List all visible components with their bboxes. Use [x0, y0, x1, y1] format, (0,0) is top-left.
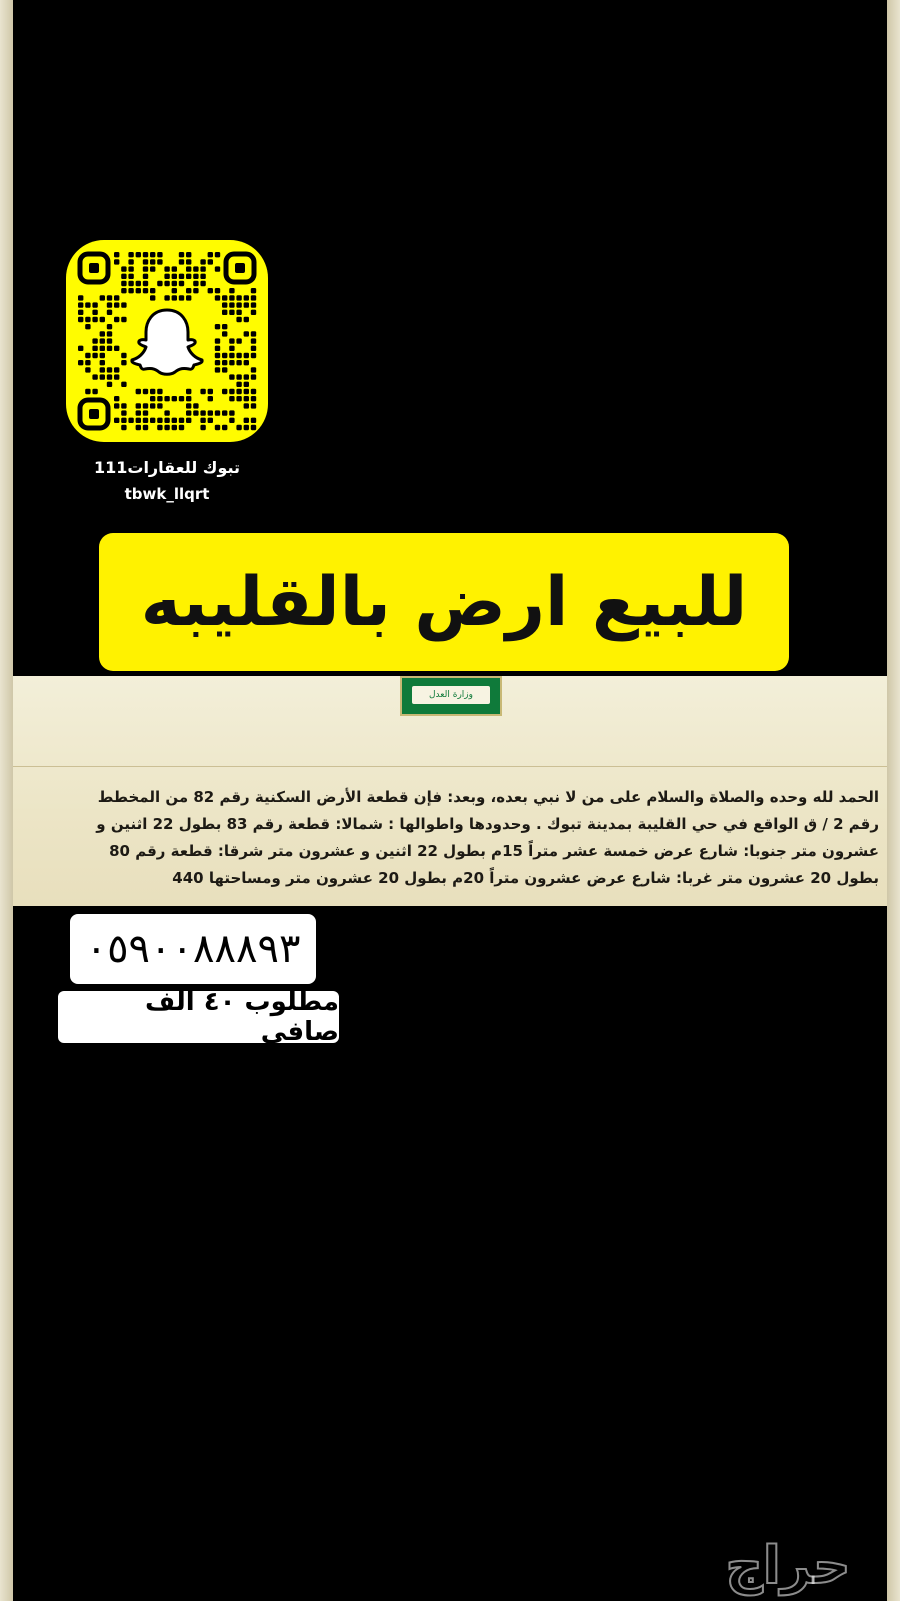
snapcode-dot — [157, 403, 162, 408]
snapcode-dot — [150, 295, 155, 300]
snapcode-dot — [208, 396, 213, 401]
snapcode-dot — [222, 295, 227, 300]
snapcode-dot — [200, 425, 205, 430]
snapcode-dot — [222, 353, 227, 358]
snapcode-dot — [100, 367, 105, 372]
snapcode-dot — [92, 310, 97, 315]
snapcode-dot — [222, 360, 227, 365]
snapcode-dot — [208, 410, 213, 415]
snapcode-dot — [251, 310, 256, 315]
snapcode-dot — [193, 403, 198, 408]
snapcode-dot — [208, 389, 213, 394]
snapcode-dot — [172, 425, 177, 430]
snapcode-dot — [179, 274, 184, 279]
snapcode-dot — [193, 281, 198, 286]
snapcode-dot — [78, 310, 83, 315]
snapcode-dot — [244, 396, 249, 401]
snapcode-dot — [244, 331, 249, 336]
snapcode-dot — [193, 288, 198, 293]
snapcode-dot — [222, 310, 227, 315]
finder-marker-top-right — [226, 254, 254, 282]
snapcode-dot — [251, 353, 256, 358]
snapcode-dot — [136, 252, 141, 257]
snapcode-dot — [251, 374, 256, 379]
snapcode-dot — [92, 338, 97, 343]
ministry-emblem — [400, 676, 502, 716]
snapcode-dot — [143, 425, 148, 430]
snapcode-dot — [236, 338, 241, 343]
snapcode-dot — [172, 281, 177, 286]
snapcode-dot — [251, 403, 256, 408]
snapcode-dot — [114, 317, 119, 322]
snapcode-dot — [114, 403, 119, 408]
snapcode-dot — [186, 295, 191, 300]
snapcode-dot — [244, 353, 249, 358]
snapcode-dot — [236, 389, 241, 394]
snapcode-dot — [244, 403, 249, 408]
snapcode-dot — [186, 288, 191, 293]
snapcode-dot — [179, 295, 184, 300]
snapcode-dot — [200, 418, 205, 423]
snapcode-dot — [200, 259, 205, 264]
snapcode-dot — [78, 317, 83, 322]
snapcode-dot — [186, 266, 191, 271]
snapcode-dot — [100, 346, 105, 351]
snapcode-dot — [186, 410, 191, 415]
snapcode-dot — [208, 288, 213, 293]
snapcode-dot — [107, 338, 112, 343]
snapcode-dot — [100, 338, 105, 343]
snapcode-dot — [107, 331, 112, 336]
snapcode-dot — [164, 410, 169, 415]
snapcode-pattern — [66, 240, 268, 442]
snapcode-dot — [222, 389, 227, 394]
snapcode-dot — [251, 396, 256, 401]
snapcode-dot — [100, 295, 105, 300]
snapcode-dot — [172, 295, 177, 300]
snapcode-dot — [215, 360, 220, 365]
snapcode-dot — [222, 410, 227, 415]
snapcode-dot — [229, 310, 234, 315]
watermark-text: حراج — [725, 1536, 851, 1596]
snapcode-dot — [107, 367, 112, 372]
snapcode-dot — [136, 425, 141, 430]
snapcode-dot — [136, 288, 141, 293]
snapcode-dot — [78, 302, 83, 307]
snapcode-dot — [229, 302, 234, 307]
snapcode-dot — [157, 252, 162, 257]
snapcode-dot — [121, 281, 126, 286]
snapcode-dot — [200, 266, 205, 271]
snapcode-dot — [107, 302, 112, 307]
snapcode-dot — [215, 288, 220, 293]
snapcode-dot — [186, 259, 191, 264]
snapcode-dot — [114, 418, 119, 423]
snapcode-dot — [222, 425, 227, 430]
snapcode-dot — [121, 403, 126, 408]
snapcode-dot — [136, 418, 141, 423]
snapcode-dot — [157, 425, 162, 430]
snapcode-dot — [186, 396, 191, 401]
snapcode-dot — [236, 302, 241, 307]
snapcode-dot — [128, 418, 133, 423]
snapcode-dot — [251, 346, 256, 351]
snapcode-dot — [215, 346, 220, 351]
snapcode-dot — [143, 266, 148, 271]
snapcode-dot — [157, 259, 162, 264]
snapcode-dot — [107, 382, 112, 387]
snapcode-dot — [164, 281, 169, 286]
snapcode-dot — [114, 259, 119, 264]
snap-display-name: تبوك للعقارات111 — [93, 458, 241, 477]
snapcode-dot — [85, 302, 90, 307]
snapcode-dot — [229, 374, 234, 379]
snapcode-dot — [150, 288, 155, 293]
snapcode-dot — [229, 389, 234, 394]
snapcode-dot — [143, 410, 148, 415]
snapcode-dot — [215, 425, 220, 430]
snapcode-dot — [143, 389, 148, 394]
snapcode-dot — [128, 288, 133, 293]
snapcode-dot — [100, 331, 105, 336]
snapcode-dot — [114, 367, 119, 372]
snapcode-dot — [136, 389, 141, 394]
snapcode-dot — [157, 396, 162, 401]
snapcode-dot — [150, 389, 155, 394]
finder-marker-top-left — [80, 254, 108, 282]
snapcode-dot — [215, 252, 220, 257]
snapcode-dot — [215, 410, 220, 415]
snapcode-dot — [136, 410, 141, 415]
snapcode-dot — [85, 367, 90, 372]
snapcode-dot — [121, 317, 126, 322]
snapcode-dot — [208, 252, 213, 257]
snapcode-dot — [251, 295, 256, 300]
snapcode-dot — [229, 353, 234, 358]
snapcode-dot — [150, 266, 155, 271]
snapcode-dot — [100, 317, 105, 322]
snapcode-dot — [114, 396, 119, 401]
snapcode-dot — [244, 418, 249, 423]
snapcode-dot — [143, 274, 148, 279]
snapcode-dot — [208, 418, 213, 423]
snapcode-dot — [92, 389, 97, 394]
snapcode-dot — [229, 410, 234, 415]
snapcode-dot — [121, 302, 126, 307]
snapcode-dot — [143, 288, 148, 293]
snapcode-dot — [236, 295, 241, 300]
phone-number-box[interactable] — [70, 914, 316, 984]
snapcode-dot — [251, 331, 256, 336]
snapcode-dot — [186, 389, 191, 394]
snapcode-dot — [179, 281, 184, 286]
snapcode-dot — [128, 274, 133, 279]
snapcode-dot — [244, 360, 249, 365]
snapcode-dot — [121, 410, 126, 415]
right-edge-strip — [887, 0, 900, 1601]
snapcode-dot — [193, 410, 198, 415]
snapcode-dot — [85, 324, 90, 329]
snapcode-dot — [100, 374, 105, 379]
snapcode-dot — [200, 389, 205, 394]
emblem-text: وزارة العدل — [429, 690, 473, 700]
snapcode-dot — [136, 281, 141, 286]
snapcode-dot — [114, 302, 119, 307]
deed-line: رقم 2 / ق الواقع في حي القليبة بمدينة تبوك . وحدودها واطوالها : شمالا: قطعة رقم 83 بطول 22 اثنين و — [96, 815, 879, 833]
snapcode-dot — [92, 346, 97, 351]
snapcode-dot — [114, 295, 119, 300]
snapcode-dot — [179, 418, 184, 423]
snapcode-dot — [136, 403, 141, 408]
snapcode-dot — [143, 418, 148, 423]
snapcode-dot — [215, 353, 220, 358]
snapcode-dot — [128, 259, 133, 264]
snapcode-dot — [164, 266, 169, 271]
snapcode-dot — [229, 396, 234, 401]
snapcode-dot — [236, 425, 241, 430]
snapcode-dot — [78, 360, 83, 365]
snapcode-dot — [251, 418, 256, 423]
snapcode-dot — [222, 302, 227, 307]
snapcode-dot — [164, 295, 169, 300]
deed-divider — [13, 766, 887, 767]
snapcode-dot — [100, 360, 105, 365]
snapcode-dot — [236, 310, 241, 315]
snapcode-dot — [186, 418, 191, 423]
snapcode-dot — [215, 367, 220, 372]
snapcode-dot — [186, 274, 191, 279]
snapcode-dot — [251, 338, 256, 343]
snapcode-dot — [179, 396, 184, 401]
snapcode-dot — [179, 259, 184, 264]
snapcode-dot — [150, 252, 155, 257]
haraj-watermark — [688, 1536, 888, 1596]
snapcode-dot — [85, 360, 90, 365]
snapcode-dot — [236, 396, 241, 401]
snapcode-dot — [244, 374, 249, 379]
snapcode-dot — [251, 302, 256, 307]
snapcode-dot — [244, 389, 249, 394]
snapcode-dot — [208, 259, 213, 264]
phone-number: ٠٥٩٠٠٨٨٨٩٣ — [85, 926, 301, 972]
deed-line: الحمد لله وحده والصلاة والسلام على من لا نبي بعده، وبعد: فإن قطعة الأرض السكنية رقم 82 من المخطط — [97, 788, 879, 806]
snapcode-dot — [121, 360, 126, 365]
snapcode-dot — [172, 396, 177, 401]
snapcode-dot — [121, 382, 126, 387]
snapcode-dot — [200, 281, 205, 286]
snapcode-dot — [143, 252, 148, 257]
snapcode-dot — [164, 425, 169, 430]
snapcode-dot — [164, 396, 169, 401]
snapcode-dot — [251, 367, 256, 372]
snapcode-dot — [143, 281, 148, 286]
snapcode-dot — [164, 418, 169, 423]
price-box — [58, 987, 339, 1047]
snapcode-dot — [100, 353, 105, 358]
snapcode-dot — [114, 252, 119, 257]
snapcode-dot — [121, 418, 126, 423]
snapcode-dot — [244, 295, 249, 300]
snapcode-dot — [85, 353, 90, 358]
snapcode-dot — [157, 281, 162, 286]
snapcode-dot — [78, 346, 83, 351]
snapcode[interactable] — [66, 240, 268, 442]
snapcode-dot — [172, 418, 177, 423]
snapcode-dot — [85, 317, 90, 322]
snapcode-dot — [107, 374, 112, 379]
snapcode-dot — [172, 274, 177, 279]
snapcode-dot — [193, 274, 198, 279]
snapcode-dot — [121, 353, 126, 358]
snapcode-dot — [121, 274, 126, 279]
snapcode-dot — [121, 425, 126, 430]
snapcode-dot — [157, 389, 162, 394]
snapcode-dot — [222, 331, 227, 336]
snapcode-dot — [172, 266, 177, 271]
snapcode-dot — [128, 281, 133, 286]
snapcode-dot — [251, 425, 256, 430]
snapcode-dot — [229, 418, 234, 423]
snapcode-dot — [251, 389, 256, 394]
headline-banner — [99, 533, 789, 671]
snapcode-dot — [236, 317, 241, 322]
snapcode-dot — [164, 274, 169, 279]
snapcode-dot — [244, 302, 249, 307]
snapcode-dot — [222, 367, 227, 372]
deed-text — [21, 784, 879, 892]
snapcode-dot — [236, 360, 241, 365]
snapcode-dot — [150, 396, 155, 401]
left-edge-strip — [0, 0, 13, 1601]
snapcode-dot — [121, 288, 126, 293]
snapcode-dot — [150, 259, 155, 264]
snapcode-dot — [143, 403, 148, 408]
snapcode-dot — [157, 418, 162, 423]
snapcode-dot — [114, 374, 119, 379]
snapcode-dot — [229, 338, 234, 343]
snapcode-dot — [92, 317, 97, 322]
snapchat-ghost-icon — [130, 302, 204, 380]
snapcode-dot — [236, 374, 241, 379]
snapcode-dot — [114, 346, 119, 351]
snapcode-dot — [236, 382, 241, 387]
snapcode-dot — [193, 266, 198, 271]
snapcode-dot — [128, 252, 133, 257]
snapcode-dot — [229, 288, 234, 293]
snapcode-dot — [92, 302, 97, 307]
snapcode-dot — [107, 310, 112, 315]
snapcode-dot — [107, 324, 112, 329]
snapcode-dot — [107, 346, 112, 351]
snapcode-dot — [121, 266, 126, 271]
finder-marker-bottom-left — [80, 400, 108, 428]
deed-line: عشرون متر جنوبا: شارع عرض خمسة عشر متراً 15م بطول 22 اثنين و عشرون متر شرقا: قطعة رقم 80 — [109, 842, 879, 860]
headline-text: للبيع ارض بالقليبه — [140, 562, 748, 642]
snapcode-dot — [215, 324, 220, 329]
snapcode-dot — [92, 353, 97, 358]
snapcode-dot — [186, 252, 191, 257]
snapcode-dot — [143, 259, 148, 264]
snapcode-dot — [107, 295, 112, 300]
snapcode-dot — [179, 252, 184, 257]
price-text: مطلوب ٤٠ الف صافي — [145, 987, 339, 1047]
snapcode-dot — [244, 382, 249, 387]
snapcode-dot — [244, 425, 249, 430]
snap-username: tbwk_llqrt — [124, 485, 210, 503]
snapcode-dot — [222, 324, 227, 329]
snapcode-dot — [150, 403, 155, 408]
snapcode-dot — [150, 418, 155, 423]
snapcode-dot — [200, 410, 205, 415]
snapcode-dot — [128, 266, 133, 271]
snapcode-dot — [229, 295, 234, 300]
snapcode-dot — [244, 317, 249, 322]
snapcode-dot — [179, 425, 184, 430]
snapcode-dot — [92, 374, 97, 379]
snapcode-dot — [172, 288, 177, 293]
snapcode-dot — [215, 338, 220, 343]
snapcode-dot — [215, 266, 220, 271]
deed-line: بطول 20 عشرون متر غربا: شارع عرض عشرون متراً 20م بطول 20 عشرون متر ومساحتها 440 — [172, 869, 879, 887]
snapcode-dot — [236, 353, 241, 358]
snapcode-dot — [200, 274, 205, 279]
snapcode-dot — [229, 360, 234, 365]
deed-document — [13, 676, 887, 906]
snapcode-dot — [251, 288, 256, 293]
snapcode-dot — [85, 389, 90, 394]
snapcode-dot — [78, 295, 83, 300]
snapcode-dot — [186, 403, 191, 408]
snapcode-dot — [229, 346, 234, 351]
snapcode-dot — [215, 295, 220, 300]
